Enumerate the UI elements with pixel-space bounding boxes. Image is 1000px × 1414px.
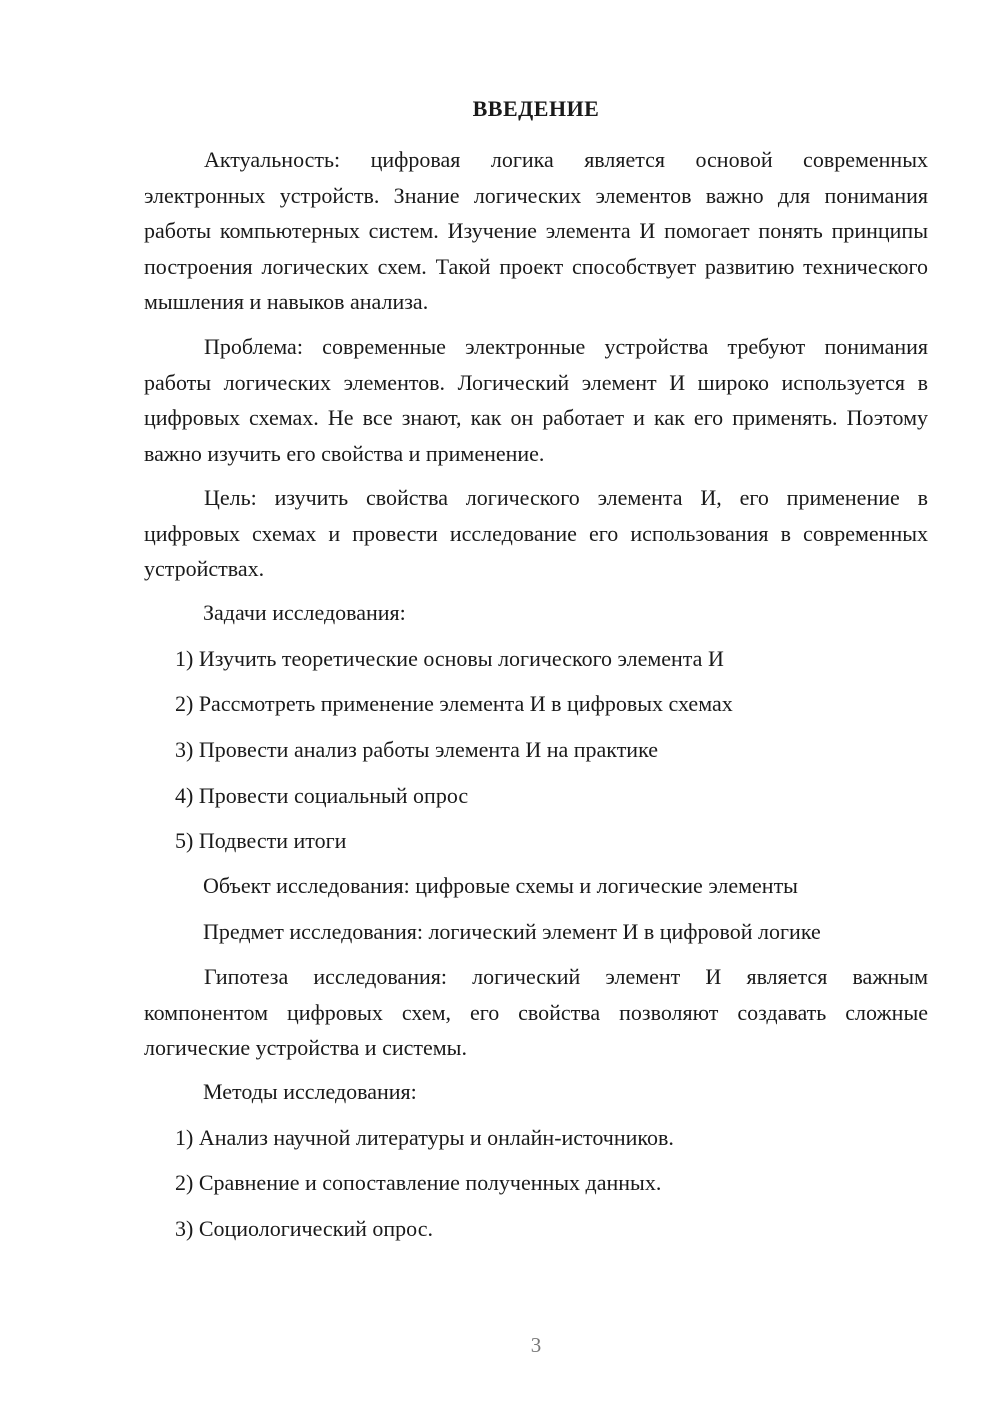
task-item: 3) Провести анализ работы элемента И на практике — [175, 737, 658, 762]
task-item: 1) Изучить теоретические основы логического элемента И — [175, 646, 724, 671]
research-object: Объект исследования: цифровые схемы и логические элементы — [203, 873, 798, 898]
method-item: 1) Анализ научной литературы и онлайн-источников. — [175, 1125, 674, 1150]
page-number: 3 — [530, 1333, 542, 1357]
page-title: ВВЕДЕНИЕ — [472, 96, 600, 121]
method-item: 2) Сравнение и сопоставление полученных данных. — [175, 1170, 662, 1195]
tasks-heading: Задачи исследования: — [203, 600, 406, 625]
hypothesis-paragraph: Гипотеза исследования: логический элемент И является важным компонентом цифровых схем, его свойства позволяют создавать сложные логические устройства и системы. — [144, 964, 928, 1060]
research-subject: Предмет исследования: логический элемент И в цифровой логике — [203, 919, 821, 944]
task-item: 2) Рассмотреть применение элемента И в цифровых схемах — [175, 691, 733, 716]
relevance-paragraph: Актуальность: цифровая логика является основой современных электронных устройств. Знание логических элементов важно для понимания работы компьютерных систем. Изучение элемента И помогает понять принципы построения логических схем. Такой проект способствует развитию технического мышления и навыков анализа. — [144, 147, 928, 314]
task-item: 4) Провести социальный опрос — [175, 783, 469, 808]
problem-paragraph: Проблема: современные электронные устройства требуют понимания работы логических элементов. Логический элемент И широко используется в цифровых схемах. Не все знают, как он работает и как его применять. Поэтому важно изучить его свойства и применение. — [144, 334, 928, 466]
methods-heading: Методы исследования: — [203, 1079, 417, 1104]
task-item: 5) Подвести итоги — [175, 828, 347, 853]
method-item: 3) Социологический опрос. — [175, 1216, 433, 1241]
goal-paragraph: Цель: изучить свойства логического элемента И, его применение в цифровых схемах и провести исследование его использования в современных устройствах. — [144, 485, 928, 581]
